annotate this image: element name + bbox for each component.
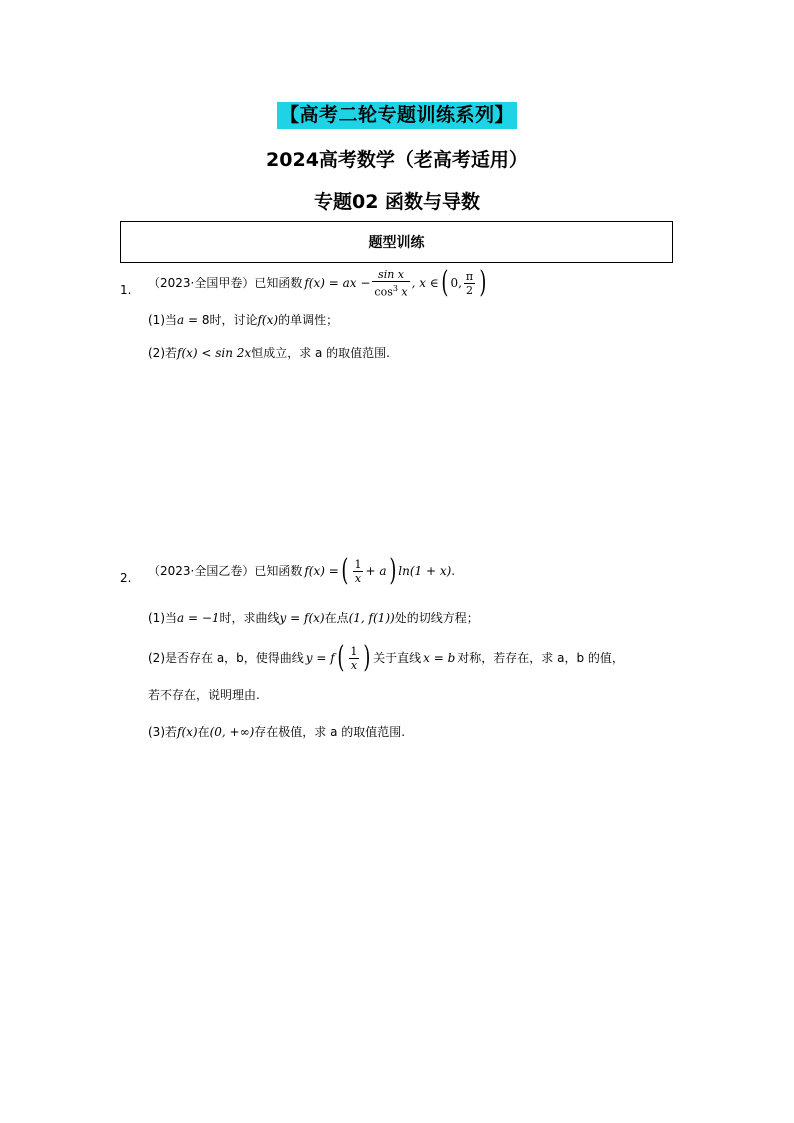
q2-right-paren: ) — [388, 553, 396, 588]
q2-p1-cond: a = −1 — [177, 611, 220, 625]
section-box — [120, 221, 673, 263]
q1-func-lhs: f(x) = ax − — [304, 276, 371, 291]
q1-domain-prefix: , x ∈ — [411, 276, 439, 291]
q2-func-rest: ln(1 + x) — [398, 564, 452, 578]
q2-p2-left-paren: ( — [337, 640, 345, 675]
q1-frac-num: sin x — [378, 268, 404, 281]
q1-p1-pre: (1)当 — [148, 313, 177, 327]
q2-frac-x: x — [354, 571, 362, 585]
q2-p1-mid2: 在点 — [324, 611, 349, 625]
q2-p3-interval: (0, +∞) — [209, 725, 255, 739]
q2-number: 2. — [120, 571, 132, 585]
q2-p2-fraction — [348, 645, 359, 672]
q2-func-lhs: f(x) = — [304, 564, 339, 578]
main-title: 2024高考数学（老高考适用） — [266, 149, 528, 171]
q1-den-base: cos — [374, 285, 393, 299]
q2-plus-a: + a — [365, 564, 387, 578]
q1-frac-den — [372, 281, 409, 299]
q1-stem — [148, 265, 489, 301]
q2-p2-mid: 关于直线 — [373, 651, 422, 665]
q2-frac-one: 1 — [354, 557, 362, 571]
q2-p1-pre: (1)当 — [148, 611, 177, 625]
q1-pi-num: π — [465, 269, 474, 283]
q1-den-var: x — [397, 285, 408, 299]
q1-pi-den: 2 — [466, 283, 474, 297]
q2-p1-mid1: 时，求曲线 — [219, 611, 280, 625]
q2-p3-post: 存在极值，求 a 的取值范围. — [254, 725, 406, 739]
q1-p1-post: 的单调性； — [278, 313, 339, 327]
q2-stem — [148, 553, 456, 588]
q1-source: （2023·全国甲卷）已知函数 — [148, 276, 303, 291]
q2-part3 — [148, 723, 405, 741]
q2-p3-pre: (3)若 — [148, 725, 177, 739]
q2-end-dot: . — [451, 564, 456, 578]
q2-p3-mid: 在 — [197, 725, 210, 739]
topic-title: 专题02 函数与导数 — [313, 191, 481, 213]
q1-right-paren: ) — [479, 265, 487, 301]
q2-p3-f: f(x) — [177, 725, 198, 739]
q1-left-paren: ( — [441, 265, 449, 301]
q2-part1 — [148, 609, 479, 627]
q1-p2-math: f(x) < sin 2x — [177, 346, 252, 360]
q2-p2-right-paren: ) — [363, 640, 371, 675]
q1-p1-f: f(x) — [257, 313, 279, 327]
q1-interval-left: 0, — [450, 276, 462, 291]
q2-p2-post: 对称，若存在，求 a，b 的值， — [457, 651, 624, 665]
q2-p2-frac-den: x — [350, 658, 358, 672]
q1-part1 — [148, 311, 338, 329]
q1-fraction — [372, 268, 409, 299]
q1-part2 — [148, 344, 390, 362]
q2-p2-curve: y = f — [305, 651, 335, 665]
q2-p2-line: x = b — [423, 651, 456, 665]
q2-part2 — [148, 640, 624, 675]
q2-fraction — [353, 558, 364, 585]
q2-p1-curve: y = f(x) — [279, 611, 325, 625]
section-box-label: 题型训练 — [368, 235, 425, 251]
q2-p2-frac-num: 1 — [350, 644, 358, 658]
q1-number: 1. — [120, 283, 132, 297]
q1-den-sup: 3 — [392, 284, 398, 293]
q2-left-paren: ( — [341, 553, 349, 588]
q2-source: （2023·全国乙卷）已知函数 — [148, 564, 303, 578]
q2-p1-post: 处的切线方程； — [394, 611, 479, 625]
q1-pi-fraction — [464, 270, 475, 297]
series-title: 【高考二轮专题训练系列】 — [277, 102, 517, 129]
q2-part2-cont: 若不存在，说明理由. — [148, 688, 260, 702]
q1-p1-a: a — [177, 313, 185, 327]
q1-p2-pre: (2)若 — [148, 346, 177, 360]
q1-p2-post: 恒成立，求 a 的取值范围. — [251, 346, 391, 360]
q1-p1-eq: = 8时，讨论 — [184, 313, 258, 327]
q2-p1-point: (1, f(1)) — [348, 611, 395, 625]
q2-p2-pre: (2)是否存在 a，b，使得曲线 — [148, 651, 304, 665]
series-title-wrap — [0, 102, 794, 129]
